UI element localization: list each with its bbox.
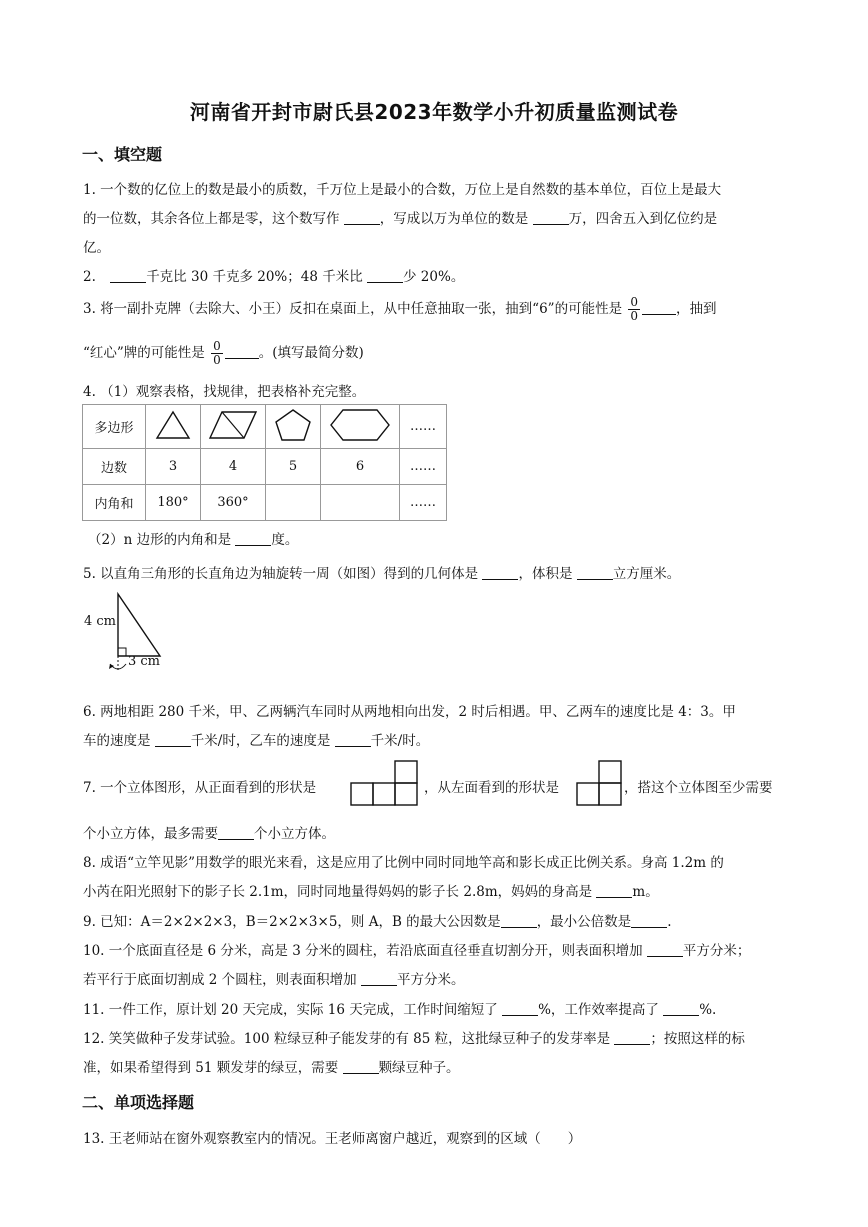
section-fill-blank: 一、填空题 (82, 145, 163, 164)
q4-part2: （2）n 边形的内角和是 度。 (88, 532, 299, 548)
exam-title: 河南省开封市尉氏县2023年数学小升初质量监测试卷 (189, 100, 679, 124)
q7-line-1b: ，从左面看到的形状是 (424, 780, 559, 796)
q1-line-2: 的一位数，其余各位上都是零，这个数写作 ，写成以万为单位的数是 万，四舍五入到亿位约是 (83, 211, 718, 227)
q2-line: 2. 千克比 30 千克多 20%；48 千米比 少 20%。 (83, 269, 465, 285)
q11-blank-2[interactable] (663, 1001, 699, 1016)
sides-cell: 6 (321, 449, 400, 485)
hexagon-shape (321, 405, 400, 449)
q3-blank-2[interactable] (225, 344, 259, 359)
row-label-angle-sum: 内角和 (83, 485, 146, 521)
q8-line-1: 8. 成语“立竿见影”用数学的眼光来看，这是应用了比例中同时同地竿高和影长成正比例关系。身高 1.2m 的 (83, 855, 724, 871)
q5-blank-1[interactable] (482, 565, 518, 580)
sides-cell: 5 (266, 449, 321, 485)
ellipsis-cell: …… (400, 485, 447, 521)
q12-blank-2[interactable] (343, 1059, 379, 1074)
label-base: 3 cm (128, 654, 161, 669)
q8-blank[interactable] (596, 883, 632, 898)
q12-line-2: 准，如果希望得到 51 颗发芽的绿豆，需要 颗绿豆种子。 (83, 1060, 460, 1076)
q11-line: 11. 一件工作，原计划 20 天完成，实际 16 天完成，工作时间缩短了 %，工作效率提高了 %. (83, 1002, 717, 1018)
q5-blank-2[interactable] (577, 565, 613, 580)
q2-blank-1[interactable] (110, 268, 146, 283)
angle-cell: 360° (201, 485, 266, 521)
q3-line-1: 3. 将一副扑克牌（去除大、小王）反扣在桌面上，从中任意抽取一张，抽到“6”的可能性是 $\frac{0}{0}$ ，抽到 (83, 295, 717, 323)
q5-line: 5. 以直角三角形的长直角边为轴旋转一周（如图）得到的几何体是 ，体积是 立方厘米。 (83, 566, 681, 582)
q10-line-2: 若平行于底面切割成 2 个圆柱，则表面积增加 平方分米。 (83, 972, 465, 988)
ellipsis-cell: …… (400, 449, 447, 485)
q1-line-1: 1. 一个数的亿位上的数是最小的质数，千万位上是最小的合数，万位上是自然数的基本单位，百位上是最大 (83, 182, 722, 198)
row-label-polygon: 多边形 (83, 405, 146, 449)
label-height: 4 cm (84, 614, 117, 629)
q9-line: 9. 已知：A＝2×2×2×3，B＝2×2×3×5，则 A，B 的最大公因数是 ，最小公倍数是 . (83, 914, 672, 930)
q6-blank-2[interactable] (335, 732, 371, 747)
q12-blank-1[interactable] (614, 1030, 650, 1045)
pentagon-shape (266, 405, 321, 449)
q7-line-1c: ，搭这个立体图至少需要 (624, 780, 773, 796)
ellipsis-cell: …… (400, 405, 447, 449)
q10-blank-2[interactable] (361, 971, 397, 986)
q3-fraction-2: $\frac{0}{0}$ (213, 339, 221, 367)
left-view-figure (576, 760, 624, 810)
q11-blank-1[interactable] (502, 1001, 538, 1016)
right-triangle-figure (84, 590, 184, 680)
section-single-choice: 二、单项选择题 (82, 1093, 195, 1112)
sides-cell: 4 (201, 449, 266, 485)
parallelogram-shape (201, 405, 266, 449)
q8-line-2: 小芮在阳光照射下的影子长 2.1m，同时同地量得妈妈的影子长 2.8m，妈妈的身高是 m。 (83, 884, 659, 900)
q7-line-1a: 7. 一个立体图形，从正面看到的形状是 (83, 780, 317, 796)
q7-blank[interactable] (218, 825, 254, 840)
q10-blank-1[interactable] (647, 942, 683, 957)
front-view-figure (350, 760, 420, 810)
polygon-table (82, 404, 447, 521)
q3-line-2: “红心”牌的可能性是 $\frac{0}{0}$ 。(填写最简分数) (83, 339, 364, 367)
q2-blank-2[interactable] (367, 268, 403, 283)
q7-line-2: 个小立方体，最多需要 个小立方体。 (83, 826, 335, 842)
q6-line-1: 6. 两地相距 280 千米，甲、乙两辆汽车同时从两地相向出发，2 时后相遇。甲、乙两车的速度比是 4：3。甲 (83, 704, 736, 720)
sides-cell: 3 (146, 449, 201, 485)
q6-line-2: 车的速度是 千米/时，乙车的速度是 千米/时。 (83, 733, 430, 749)
q4-intro: 4. （1）观察表格，找规律，把表格补充完整。 (83, 384, 366, 400)
angle-cell-empty[interactable] (266, 485, 321, 521)
q3-fraction-1: $\frac{0}{0}$ (630, 295, 639, 323)
q6-blank-1[interactable] (155, 732, 191, 747)
q9-blank-2[interactable] (631, 913, 667, 928)
q3-blank-1[interactable] (642, 300, 676, 315)
q1-blank-2[interactable] (533, 210, 569, 225)
q4-blank[interactable] (235, 531, 271, 546)
angle-cell-empty[interactable] (321, 485, 400, 521)
q13-line: 13. 王老师站在窗外观察教室内的情况。王老师离窗户越近，观察到的区域（ ） (83, 1131, 582, 1147)
row-label-sides: 边数 (83, 449, 146, 485)
angle-cell: 180° (146, 485, 201, 521)
q9-blank-1[interactable] (501, 913, 537, 928)
q1-blank-1[interactable] (344, 210, 380, 225)
q10-line-1: 10. 一个底面直径是 6 分米，高是 3 分米的圆柱，若沿底面直径垂直切割分开，则表面积增加 平方分米； (83, 943, 751, 959)
triangle-shape (146, 405, 201, 449)
q1-line-3: 亿。 (83, 240, 110, 256)
q12-line-1: 12. 笑笑做种子发芽试验。100 粒绿豆种子能发芽的有 85 粒，这批绿豆种子的发芽率是 ；按照这样的标 (83, 1031, 745, 1047)
